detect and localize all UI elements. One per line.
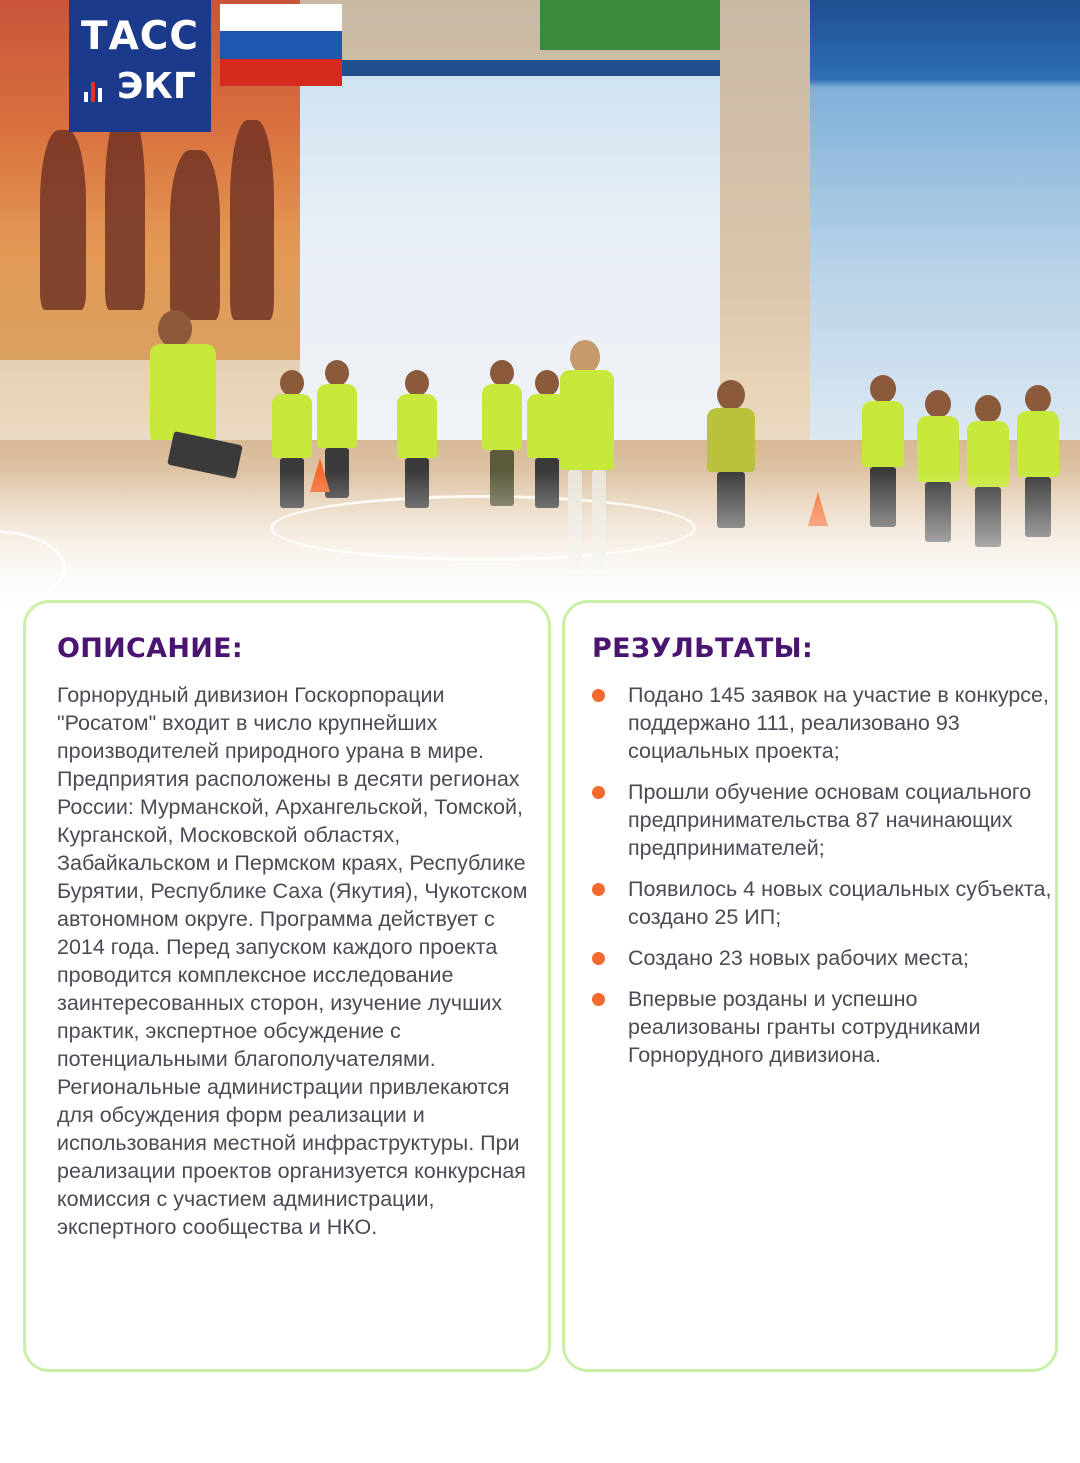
- logo-text-tass: ТАСС: [80, 14, 200, 59]
- result-item-text: Появилось 4 новых социальных субъекта, создано 25 ИП;: [628, 877, 1052, 929]
- result-item: [592, 875, 1052, 931]
- description-text: Горнорудный дивизион Госкорпорации "Росатом" входит в число крупнейших производителей природного урана в мире. Предприятия расположены в десяти регионах России: Мурманской, Архангельской, Томской, Курганской, Московской областях, Забайкальском и Пермском краях, Республике Бурятии, Республике Саха (Якутия), Чукотском автономном округе. Программа действует с 2014 года. Перед запуском каждого проекта проводится комплексное исследование заинтересованных сторон, изучение лучших практик, экспертное обсуждение с потенциальными благополучателями. Региональные администрации привлекаются для обсуждения форм реализации и использования местной инфраструктуры. При реализации проектов организуется конкурсная комиссия с участием администрации, экспертного сообщества и НКО.: [57, 683, 528, 1239]
- bullet-dot-icon: [592, 786, 605, 799]
- bullet-dot-icon: [592, 993, 605, 1006]
- logo-text-ekg: ЭКГ: [117, 66, 196, 107]
- bullet-dot-icon: [592, 883, 605, 896]
- description-card: [23, 600, 551, 1372]
- sponsor-banner: [540, 0, 720, 50]
- bullet-dot-icon: [592, 952, 605, 965]
- result-item-text: Прошли обучение основам социального предпринимательства 87 начинающих предпринимателей;: [628, 780, 1032, 860]
- russian-flag: [220, 4, 342, 86]
- results-card: [562, 600, 1058, 1372]
- chart-bars-icon: [84, 82, 110, 102]
- results-list: [592, 681, 1052, 1082]
- result-item: [592, 778, 1052, 862]
- tass-ekg-logo: [69, 0, 211, 132]
- wall-banner-rescuers: [810, 0, 1080, 440]
- bullet-dot-icon: [592, 689, 605, 702]
- results-title: РЕЗУЛЬТАТЫ:: [592, 633, 814, 664]
- result-item-text: Впервые розданы и успешно реализованы гранты сотрудниками Горнорудного дивизиона.: [628, 987, 981, 1067]
- result-item: [592, 985, 1052, 1069]
- result-item: [592, 681, 1052, 765]
- result-item: [592, 944, 1052, 972]
- result-item-text: Создано 23 новых рабочих места;: [628, 946, 969, 970]
- description-title: ОПИСАНИЕ:: [57, 633, 243, 664]
- result-item-text: Подано 145 заявок на участие в конкурсе, поддержано 111, реализовано 93 социальных проекта;: [628, 683, 1049, 763]
